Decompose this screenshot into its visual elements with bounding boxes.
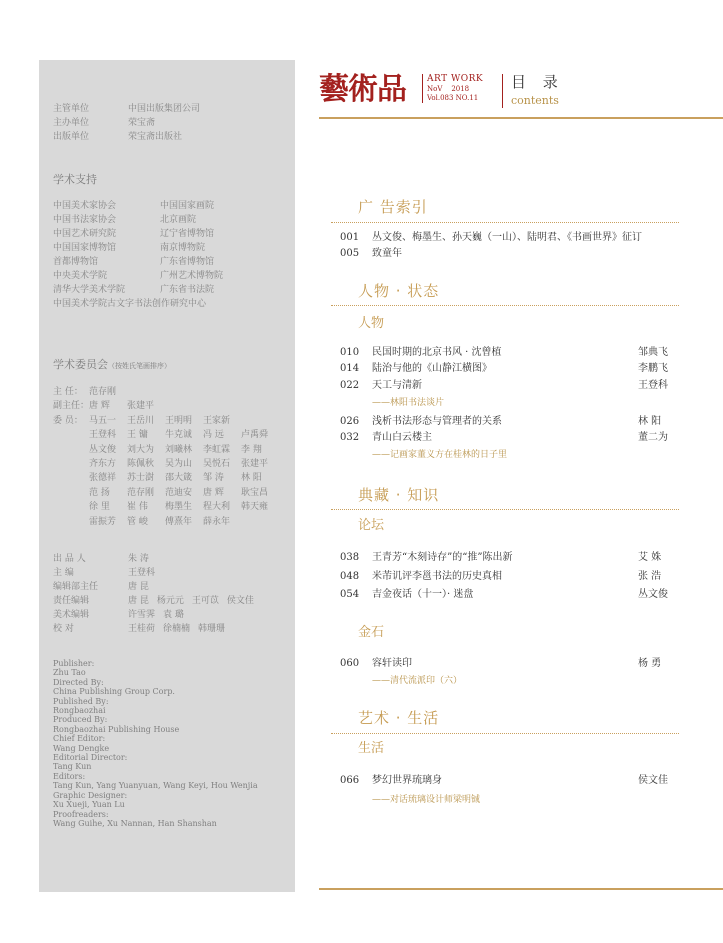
english-credit-line: Tang Kun, Yang Yuanyuan, Wang Keyi, Hou Wenjia (53, 781, 258, 791)
staff-names (128, 566, 163, 580)
masthead-sidebar (39, 60, 295, 892)
publishing-value: 荣宝斋出版社 (128, 132, 183, 142)
staff-member: 杨元元 (156, 596, 184, 606)
entry-title: 民国时期的北京书风 · 沈曾植 (372, 347, 502, 358)
committee-member: 吴悦石 (203, 459, 231, 470)
committee-row (53, 399, 279, 413)
staff-role: 编辑部主任 (53, 582, 99, 592)
staff-member: 袁 璐 (163, 610, 184, 620)
committee-member: 范 扬 (89, 487, 110, 498)
english-credit-line: Directed By: (53, 677, 104, 687)
committee-member: 崔 伟 (127, 502, 148, 513)
entry-author: 林 阳 (638, 416, 662, 427)
english-credit-line: Rongbaozhai (53, 706, 106, 716)
issue-month: NoV (427, 85, 443, 93)
committee-member: 牛克诚 (165, 430, 193, 441)
committee-role: 副主任： (53, 401, 90, 412)
committee-row (53, 515, 279, 529)
page-number: 001 (340, 232, 360, 243)
committee-member: 刘曦林 (165, 444, 193, 455)
header-divider (502, 74, 503, 108)
support-institution: 中国艺术研究院 (53, 229, 117, 239)
committee-member: 范迪安 (165, 487, 193, 498)
staff-member: 王可苡 (191, 596, 219, 606)
english-credit-line: Editorial Director: (53, 753, 128, 763)
toc-entry[interactable] (340, 656, 680, 672)
page-number: 026 (340, 416, 360, 427)
committee-row (53, 428, 279, 442)
committee-row (53, 486, 279, 500)
committee-member: 张德祥 (89, 473, 117, 484)
committee-row (53, 443, 279, 457)
committee-member: 陈佩秋 (127, 459, 155, 470)
entry-title: 天工与清新 (372, 380, 422, 391)
english-credit-line: Published By: (53, 696, 109, 706)
entry-subtitle: ——记画家董义方在桂林的日子里 (372, 450, 508, 460)
entry-title: 王青芳“木刻诗存”的“推”陈出新 (372, 552, 513, 563)
committee-member: 梅墨生 (165, 502, 193, 513)
page-number: 022 (340, 380, 360, 391)
staff-names (128, 622, 233, 636)
committee-member: 程大利 (203, 502, 231, 513)
committee-member: 丛文俊 (89, 444, 117, 455)
committee-row (53, 414, 279, 428)
committee-title-text: 学术委员会 (53, 358, 108, 371)
committee-member: 范存刚 (89, 387, 117, 397)
english-credit-line: Wang Guihe, Xu Nannan, Han Shanshan (53, 818, 217, 828)
publishing-label: 主办单位 (53, 118, 90, 128)
toc-entry[interactable] (340, 773, 680, 789)
entry-title: 容轩读印 (372, 658, 412, 669)
entry-subtitle: ——林阳书法谈片 (372, 398, 445, 408)
staff-row (53, 552, 262, 566)
committee-row (53, 471, 279, 485)
toc-entry[interactable] (340, 550, 680, 566)
staff-member: 朱 涛 (128, 554, 149, 564)
committee-member: 吴为山 (165, 459, 193, 470)
support-institution: 中国美术学院古文字书法创作研究中心 (53, 299, 207, 309)
toc-entry[interactable] (340, 361, 680, 377)
staff-member: 王桂荷 (128, 624, 156, 634)
committee-member: 王家新 (203, 415, 231, 426)
support-row (53, 255, 223, 269)
subsection-title-people: 人物 (358, 316, 385, 331)
entry-title: 陆治与他的《山静江横图》 (372, 363, 492, 374)
section-title-people: 人物 · 状态 (358, 282, 440, 300)
committee-role: 委 员： (53, 415, 83, 426)
contents-title: 目 录 (511, 73, 564, 91)
english-credit-line: Proofreaders: (53, 809, 109, 819)
committee-row (53, 457, 279, 471)
issue-info (422, 74, 483, 103)
entry-subtitle: ——对话琉璃设计师梁明铖 (372, 795, 481, 805)
entry-title: 米芾讥评李邕书法的历史真相 (372, 571, 502, 582)
staff-member: 王登科 (128, 568, 156, 578)
section-divider (331, 733, 679, 734)
committee-member: 李虹霖 (203, 444, 231, 455)
support-institution: 广东省书法院 (160, 285, 215, 295)
entry-title: 浅析书法形态与管理者的关系 (372, 416, 502, 427)
staff-names (128, 580, 157, 594)
entry-author: 杨 勇 (638, 658, 662, 669)
english-credit-line: Editors: (53, 771, 86, 781)
page-number: 066 (340, 775, 360, 786)
staff-member: 唐 昆 (128, 596, 149, 606)
committee-note: （按姓氏笔画排序） (108, 362, 171, 370)
publishing-row (53, 102, 200, 116)
entry-title: 青山白云楼主 (372, 432, 432, 443)
subsection-title-seal: 金石 (358, 625, 385, 640)
staff-row (53, 594, 262, 608)
committee-member: 马五一 (89, 415, 117, 426)
committee-member: 刘大为 (127, 444, 155, 455)
toc-entry[interactable] (340, 345, 680, 361)
committee-member: 苏士澍 (127, 473, 155, 484)
support-institution: 北京画院 (160, 215, 197, 225)
entry-author: 邹典飞 (638, 347, 668, 358)
committee-row (53, 385, 279, 399)
committee-member: 范存刚 (127, 487, 155, 498)
committee-member: 唐 辉 (89, 401, 110, 412)
committee-member: 冯 远 (203, 430, 224, 441)
entry-title: 梦幻世界琉璃身 (372, 775, 442, 786)
toc-entry[interactable] (340, 430, 680, 446)
english-credit-line: Zhu Tao (53, 668, 86, 678)
committee-member: 耿宝昌 (241, 487, 269, 498)
publishing-label: 主管单位 (53, 104, 90, 114)
publishing-value: 荣宝斋 (128, 118, 156, 128)
committee-member: 王登科 (89, 430, 117, 441)
contents-subtitle: contents (511, 94, 559, 107)
staff-role: 美术编辑 (53, 610, 90, 620)
english-credit-line: China Publishing Group Corp. (53, 687, 175, 697)
footer-rule (319, 888, 723, 890)
english-credit-line: Produced By: (53, 715, 108, 725)
header-rule (319, 117, 723, 119)
support-row (53, 227, 223, 241)
support-institution: 广州艺术博物院 (160, 271, 224, 281)
issue-year: 2018 (451, 85, 470, 93)
support-institution: 中国美术家协会 (53, 201, 117, 211)
english-credit-line: Rongbaozhai Publishing House (53, 724, 180, 734)
support-institution: 中国国家画院 (160, 201, 215, 211)
support-row (53, 241, 223, 255)
committee-member: 邹 涛 (203, 473, 224, 484)
committee-member: 林 阳 (241, 473, 262, 484)
support-row (53, 213, 223, 227)
committee-member: 齐东方 (89, 459, 117, 470)
issue-volume: Vol.083 NO.11 (427, 94, 479, 102)
committee-row (53, 500, 279, 514)
english-credit-line: Wang Dengke (53, 743, 110, 753)
committee-member: 张建平 (127, 401, 155, 412)
staff-member: 唐 昆 (128, 582, 149, 592)
toc-entry[interactable] (340, 230, 680, 246)
staff-role: 出 品 人 (53, 554, 86, 564)
academic-support-list (53, 199, 223, 311)
english-credit-line: Chief Editor: (53, 734, 106, 744)
committee-role (53, 471, 89, 485)
committee-member: 管 峻 (127, 516, 148, 527)
support-row (53, 297, 223, 311)
committee-member: 傅熹年 (165, 516, 193, 527)
support-institution: 首都博物馆 (53, 257, 99, 267)
committee-member: 邵大箴 (165, 473, 193, 484)
page-number: 010 (340, 347, 360, 358)
entry-author: 李鹏飞 (638, 363, 668, 374)
committee-member: 薛永年 (203, 516, 231, 527)
section-divider (331, 222, 679, 223)
page-number: 054 (340, 589, 360, 600)
committee-member: 王 镛 (127, 430, 148, 441)
toc-entry[interactable] (340, 587, 680, 603)
art-work-label: ART WORK (427, 74, 484, 84)
toc-entry[interactable] (340, 246, 680, 262)
committee-title (53, 357, 171, 374)
support-row (53, 269, 223, 283)
publishing-value: 中国出版集团公司 (128, 104, 201, 114)
committee-member: 王岳川 (127, 415, 155, 426)
committee-role (53, 515, 89, 529)
entry-title: 致童年 (372, 248, 402, 259)
committee-role (53, 486, 89, 500)
editorial-staff (53, 552, 262, 636)
staff-member: 侯文佳 (226, 596, 254, 606)
support-institution: 中国国家博物馆 (53, 243, 117, 253)
support-row (53, 199, 223, 213)
staff-row (53, 566, 262, 580)
issue-date (427, 85, 483, 94)
toc-entry[interactable] (340, 378, 680, 394)
entry-author: 董二为 (638, 432, 668, 443)
committee-list (53, 385, 279, 529)
page-number: 048 (340, 571, 360, 582)
entry-author: 丛文俊 (638, 589, 668, 600)
support-institution: 中央美术学院 (53, 271, 108, 281)
subsection-title-forum: 论坛 (358, 518, 385, 533)
english-credit-line: Graphic Designer: (53, 790, 128, 800)
page-number: 005 (340, 248, 360, 259)
section-title-collection: 典藏 · 知识 (358, 486, 440, 504)
entry-subtitle: ——清代流派印（六） (372, 676, 463, 686)
staff-names (128, 594, 262, 608)
committee-role (53, 428, 89, 442)
committee-role (53, 457, 89, 471)
entry-author: 张 浩 (638, 571, 662, 582)
staff-member: 许雪霁 (128, 610, 156, 620)
committee-member: 韩天雍 (241, 502, 269, 513)
page-number: 014 (340, 363, 360, 374)
section-divider (331, 509, 679, 510)
committee-member: 唐 辉 (203, 487, 224, 498)
committee-member: 李 翔 (241, 444, 262, 455)
toc-entry[interactable] (340, 414, 680, 430)
staff-row (53, 608, 262, 622)
staff-names (128, 552, 157, 566)
committee-member: 王明明 (165, 415, 193, 426)
support-row (53, 283, 223, 297)
publishing-row (53, 130, 200, 144)
committee-member: 张建平 (241, 459, 269, 470)
section-divider (331, 305, 679, 306)
english-credit-line: Xu Xueji, Yuan Lu (53, 800, 125, 810)
support-institution: 南京博物院 (160, 243, 206, 253)
committee-role: 主 任： (53, 387, 83, 397)
section-title-ads: 广 告索引 (358, 198, 428, 216)
toc-entry[interactable] (340, 569, 680, 585)
entry-title: 丛文俊、梅墨生、孙天巍（一山）、陆明君、《书画世界》征订 (372, 232, 642, 243)
staff-role: 责任编辑 (53, 596, 90, 606)
committee-role (53, 500, 89, 514)
committee-member: 徐 里 (89, 502, 110, 513)
publishing-row (53, 116, 200, 130)
magazine-logo: 藝術品 (319, 72, 406, 107)
page-number: 032 (340, 432, 360, 443)
staff-member: 韩珊珊 (198, 624, 226, 634)
staff-role: 主 编 (53, 568, 74, 578)
page-number: 038 (340, 552, 360, 563)
page-number: 060 (340, 658, 360, 669)
section-title-life: 艺术 · 生活 (358, 709, 440, 727)
support-institution: 辽宁省博物馆 (160, 229, 215, 239)
committee-role (53, 443, 89, 457)
entry-author: 王登科 (638, 380, 668, 391)
publishing-label: 出版单位 (53, 132, 90, 142)
english-credit-line: Tang Kun (53, 762, 92, 772)
committee-member: 卢禹舜 (241, 430, 269, 441)
support-institution: 中国书法家协会 (53, 215, 117, 225)
english-credits (53, 659, 283, 828)
committee-member: 雷振芳 (89, 516, 117, 527)
entry-author: 艾 姝 (638, 552, 662, 563)
entry-author: 侯文佳 (638, 775, 668, 786)
staff-member: 徐楠楠 (163, 624, 191, 634)
entry-title: 吉金夜话（十一）· 迷盘 (372, 589, 474, 600)
staff-role: 校 对 (53, 624, 74, 634)
staff-row (53, 622, 262, 636)
publishing-info (53, 102, 200, 144)
academic-support-title: 学术支持 (53, 173, 97, 186)
subsection-title-life: 生活 (358, 741, 385, 756)
staff-names (128, 608, 192, 622)
support-institution: 清华大学美术学院 (53, 285, 126, 295)
support-institution: 广东省博物馆 (160, 257, 215, 267)
staff-row (53, 580, 262, 594)
english-credit-line: Publisher: (53, 659, 95, 668)
